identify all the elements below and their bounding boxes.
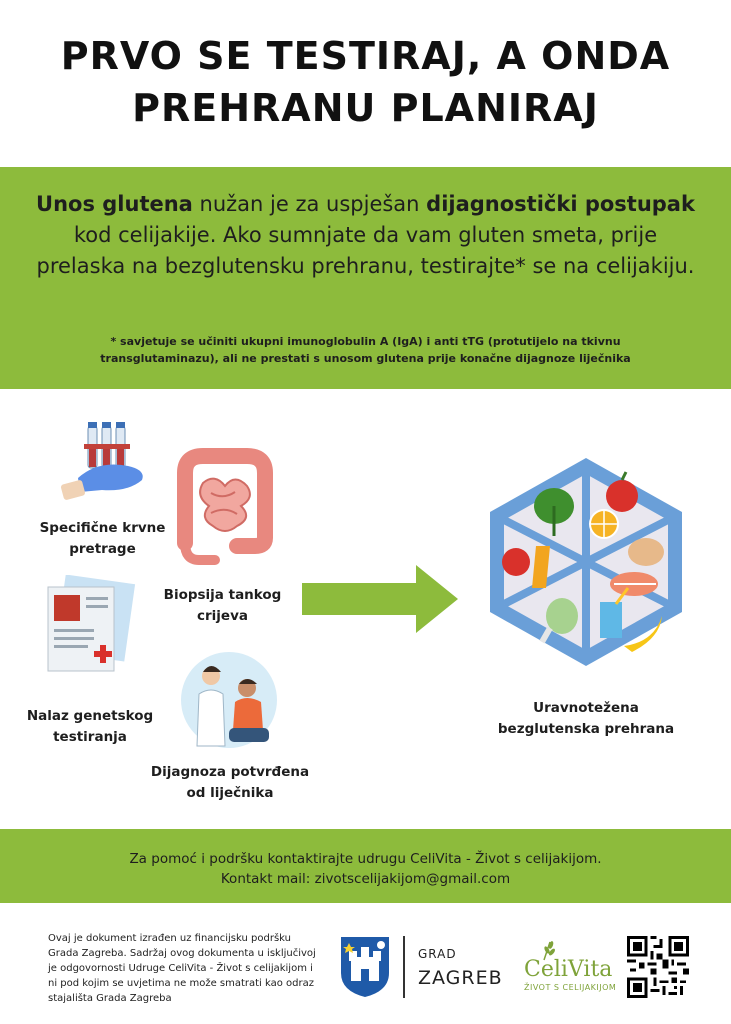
contact-text: [0, 849, 731, 889]
intro-bold-diagnostic: dijagnostički postupak: [426, 192, 695, 216]
intro-text-1: nužan je za uspješan: [192, 192, 427, 216]
intro-band: [0, 167, 731, 389]
result-label-line-2: bezglutenska prehrana: [497, 721, 675, 737]
blood-test-label-line-2: pretrage: [69, 541, 136, 557]
blood-test-icon: [58, 418, 148, 508]
intestine-icon: [175, 448, 275, 578]
diagnosis-label-line-2: od liječnika: [186, 785, 274, 801]
logo-divider: [403, 936, 405, 998]
blood-test-label: [30, 518, 175, 560]
biopsy-label-line-2: crijeva: [197, 608, 248, 624]
contact-line-1: Za pomoć i podršku kontaktirajte udrugu CeliVita - Život s celijakijom.: [129, 851, 602, 867]
genetic-label-line-1: Nalaz genetskog: [26, 708, 154, 724]
grad-label: GRAD: [418, 947, 457, 961]
result-label-line-1: Uravnotežena: [533, 700, 639, 716]
biopsy-label-line-1: Biopsija tankog: [163, 587, 282, 603]
genetic-report-icon: [40, 575, 140, 675]
title-line-1: PRVO SE TESTIRAJ, A ONDA: [60, 34, 671, 78]
arrow-right-icon: [300, 563, 460, 635]
qr-code-icon: [627, 936, 689, 998]
footnote-line-2: transglutaminazu), ali ne prestati s unosom glutena prije konačne dijagnoze liječnika: [100, 352, 631, 365]
zagreb-label: ZAGREB: [418, 967, 503, 989]
celivita-tagline: ŽIVOT S CELIJAKIJOM: [524, 983, 617, 992]
contact-email: Kontakt mail: zivotscelijakijom@gmail.com: [220, 871, 511, 887]
genetic-label: [15, 706, 165, 748]
balanced-plate-icon: [484, 456, 688, 668]
diagnosis-label: [135, 762, 325, 804]
doctor-patient-icon: [177, 650, 282, 750]
disclaimer-text: Ovaj je dokument izrađen uz financijsku podršku Grada Zagreba. Sadržaj ovog dokumenta u isključivoj je odgovornosti Udruge CeliVita - Život s celijakijom i ni pod kojim se uvjetima ne može smatrati kao odraz stajališta Grada Zagreba: [48, 933, 316, 1004]
celivita-logo-text: CeliVita: [524, 957, 613, 982]
footnote-line-1: * savjetuje se učiniti ukupni imunoglobulin A (IgA) i anti tTG (protutijelo na tkivnu: [110, 335, 621, 348]
footnote: [40, 333, 691, 367]
intro-text-2: kod celijakije. Ako sumnjate da vam gluten smeta, prije prelaska na bezglutensku prehranu, testirajte* se na celijakiju.: [36, 223, 695, 278]
genetic-label-line-2: testiranja: [53, 729, 127, 745]
page-title: [0, 30, 731, 134]
blood-test-label-line-1: Specifične krvne: [39, 520, 166, 536]
biopsy-label: [150, 585, 295, 627]
title-line-2: PREHRANU PLANIRAJ: [132, 86, 599, 130]
intro-bold-gluten: Unos glutena: [36, 192, 193, 216]
intro-text: [30, 189, 701, 282]
zagreb-crest-icon: [339, 935, 391, 999]
result-label: [470, 698, 702, 740]
contact-band: [0, 829, 731, 903]
diagnosis-label-line-1: Dijagnoza potvrđena: [150, 764, 310, 780]
